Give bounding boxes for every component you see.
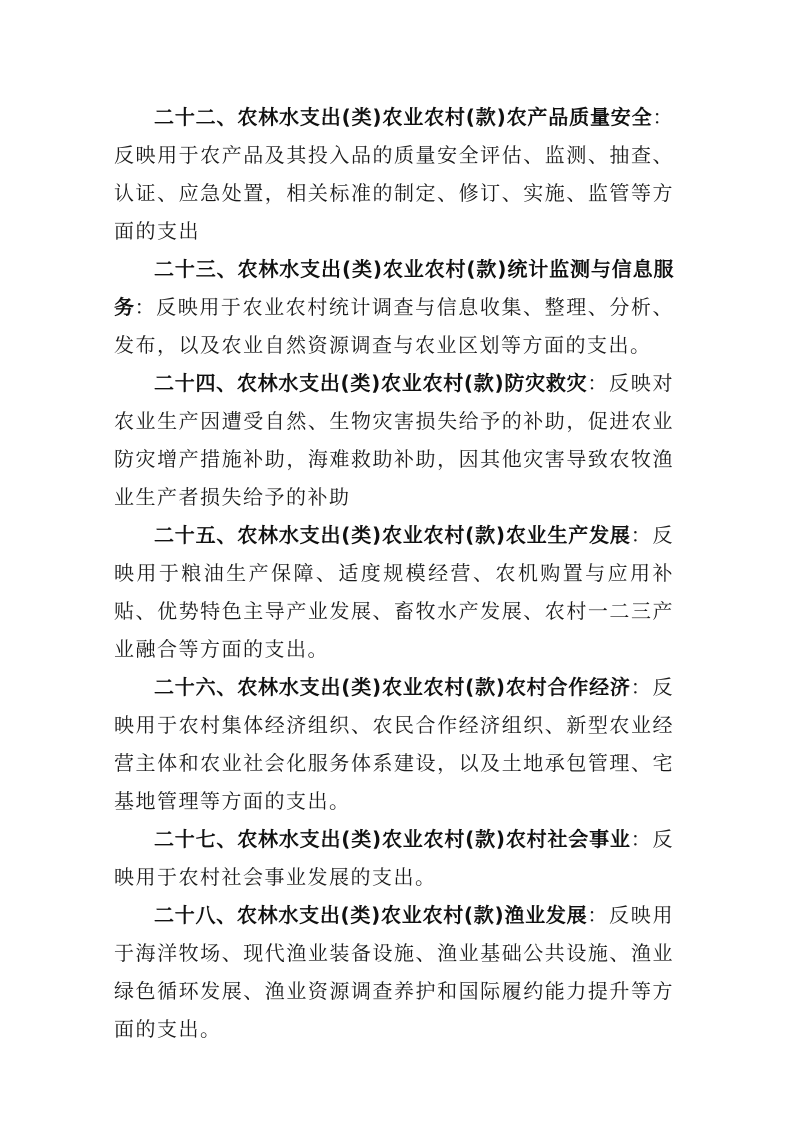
paragraph-24 xyxy=(114,364,674,516)
item-description: ：反映用于农产品及其投入品的质量安全评估、监测、抽查、认证、应急处置，相关标准的制定、修订、实施、监管等方面的支出 xyxy=(114,105,674,243)
item-description: ：反映用于海洋牧场、现代渔业装备设施、渔业基础公共设施、渔业绿色循环发展、渔业资源调查养护和国际履约能力提升等方面的支出。 xyxy=(114,903,675,1041)
item-description: ：反映用于粮油生产保障、适度规模经营、农机购置与应用补贴、优势特色主导产业发展、畜牧水产发展、农村一二三产业融合等方面的支出。 xyxy=(114,523,675,661)
item-heading: 二十二、农林水支出(类)农业农村(款)农产品质量安全 xyxy=(154,105,653,129)
item-description: ：反映用于农村集体经济组织、农民合作经济组织、新型农业经营主体和农业社会化服务体系建设，以及土地承包管理、宅基地管理等方面的支出。 xyxy=(114,675,675,813)
item-heading: 二十四、农林水支出(类)农业农村(款)防灾救灾 xyxy=(154,371,588,395)
document-body xyxy=(114,98,674,1048)
item-heading: 二十八、农林水支出(类)农业农村(款)渔业发展 xyxy=(154,903,588,927)
paragraph-23 xyxy=(114,250,674,364)
paragraph-22 xyxy=(114,98,674,250)
item-heading: 二十三、农林水支出(类)农业农村(款)统计监测与信息服务 xyxy=(114,257,674,319)
item-heading: 二十七、农林水支出(类)农业农村(款)农村社会事业 xyxy=(154,827,631,851)
paragraph-27 xyxy=(114,820,674,896)
item-description: ：反映用于农业农村统计调查与信息收集、整理、分析、发布，以及农业自然资源调查与农业区划等方面的支出。 xyxy=(114,295,675,357)
item-heading: 二十六、农林水支出(类)农业农村(款)农村合作经济 xyxy=(154,675,631,699)
item-heading: 二十五、农林水支出(类)农业农村(款)农业生产发展 xyxy=(154,523,631,547)
paragraph-25 xyxy=(114,516,674,668)
item-description: ：反映用于农村社会事业发展的支出。 xyxy=(114,827,675,889)
paragraph-28 xyxy=(114,896,674,1048)
item-description: ：反映对农业生产因遭受自然、生物灾害损失给予的补助，促进农业防灾增产措施补助，海难救助补助，因其他灾害导致农牧渔业生产者损失给予的补助 xyxy=(114,371,675,509)
paragraph-26 xyxy=(114,668,674,820)
